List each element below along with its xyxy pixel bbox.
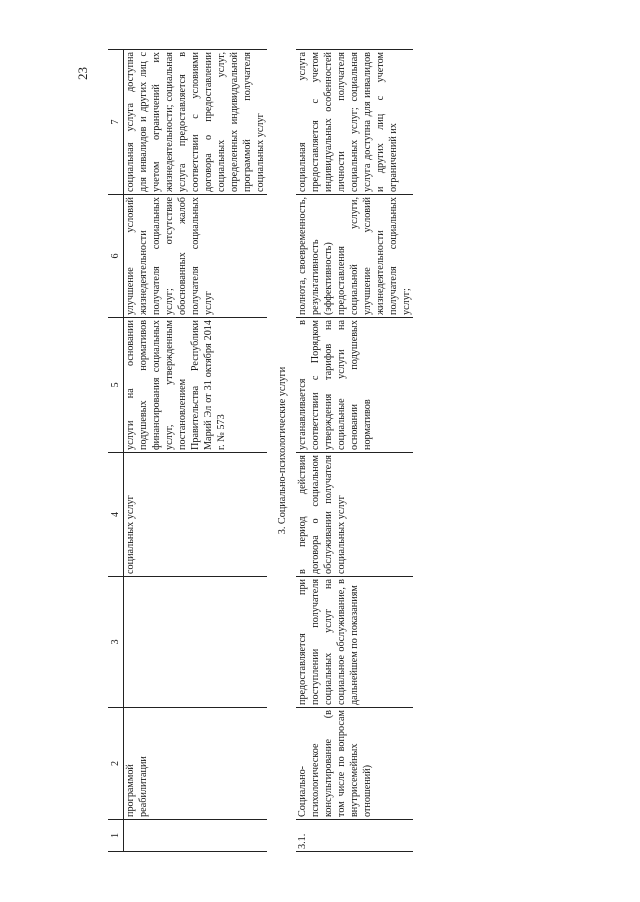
table-row-continuation — [124, 50, 268, 852]
page-number: 23 — [75, 67, 90, 80]
section-title-row — [267, 50, 296, 852]
column-header-2: 2 — [108, 708, 124, 820]
table-cell: программой реабилитации — [124, 708, 268, 820]
column-header-6: 6 — [108, 195, 124, 318]
table-cell: предоставляется при поступлении получателя социальных услуг на социальное обслуживание, в дальнейшем по показаниям — [296, 577, 413, 708]
table-cell: полнота, своевременность, результативность (эффективность) предоставления социальной услуги, улучшение условий жизнедеятельности получателя социальных услуг; — [296, 195, 413, 318]
table-cell: социальная услуга доступна для инвалидов и других лиц с учетом ограничений их жизнедеятельности; социальная услуга предоставляется в соответствии с условиями договора о предоставлении социальных услуг, определенных индивидуальной программой получателя социальных услуг — [124, 50, 268, 195]
column-header-5: 5 — [108, 318, 124, 453]
table-cell: в период действия договора о социальном обслуживании получателя социальных услуг — [296, 453, 413, 577]
table-row-3-1 — [296, 50, 413, 852]
column-header-4: 4 — [108, 453, 124, 577]
table-cell: социальная услуга предоставляется с учетом индивидуальных особенностей личности получателя социальных услуг; социальная услуга доступна для инвалидов и других лиц с учетом ограничений их — [296, 50, 413, 195]
table-cell: Социально-психологическое консультирование (в том числе по вопросам внутрисемейных отношений) — [296, 708, 413, 820]
column-header-1: 1 — [108, 820, 124, 852]
section-title: 3. Социально-психологические услуги — [277, 366, 288, 535]
table-cell: устанавливается в соответствии с Порядком утверждения тарифов на социальные услуги на основании подушевых нормативов — [296, 318, 413, 453]
table-cell: 3.1. — [296, 820, 413, 852]
table-cell: услуги на основании подушевых нормативов финансирования социальных услуг, утвержденным постановлением Правительства Республики Марий Эл от 31 октября 2014 г. № 573 — [124, 318, 268, 453]
table-cell: улучшение условий жизнедеятельности получателя социальных услуг; отсутствие обоснованных жалоб получателя социальных услуг — [124, 195, 268, 318]
table-cell — [124, 820, 268, 852]
table-cell — [124, 577, 268, 708]
column-header-3: 3 — [108, 577, 124, 708]
services-table — [108, 49, 413, 852]
column-header-7: 7 — [108, 50, 124, 195]
table-cell: социальных услуг — [124, 453, 268, 577]
header-row — [108, 50, 124, 852]
